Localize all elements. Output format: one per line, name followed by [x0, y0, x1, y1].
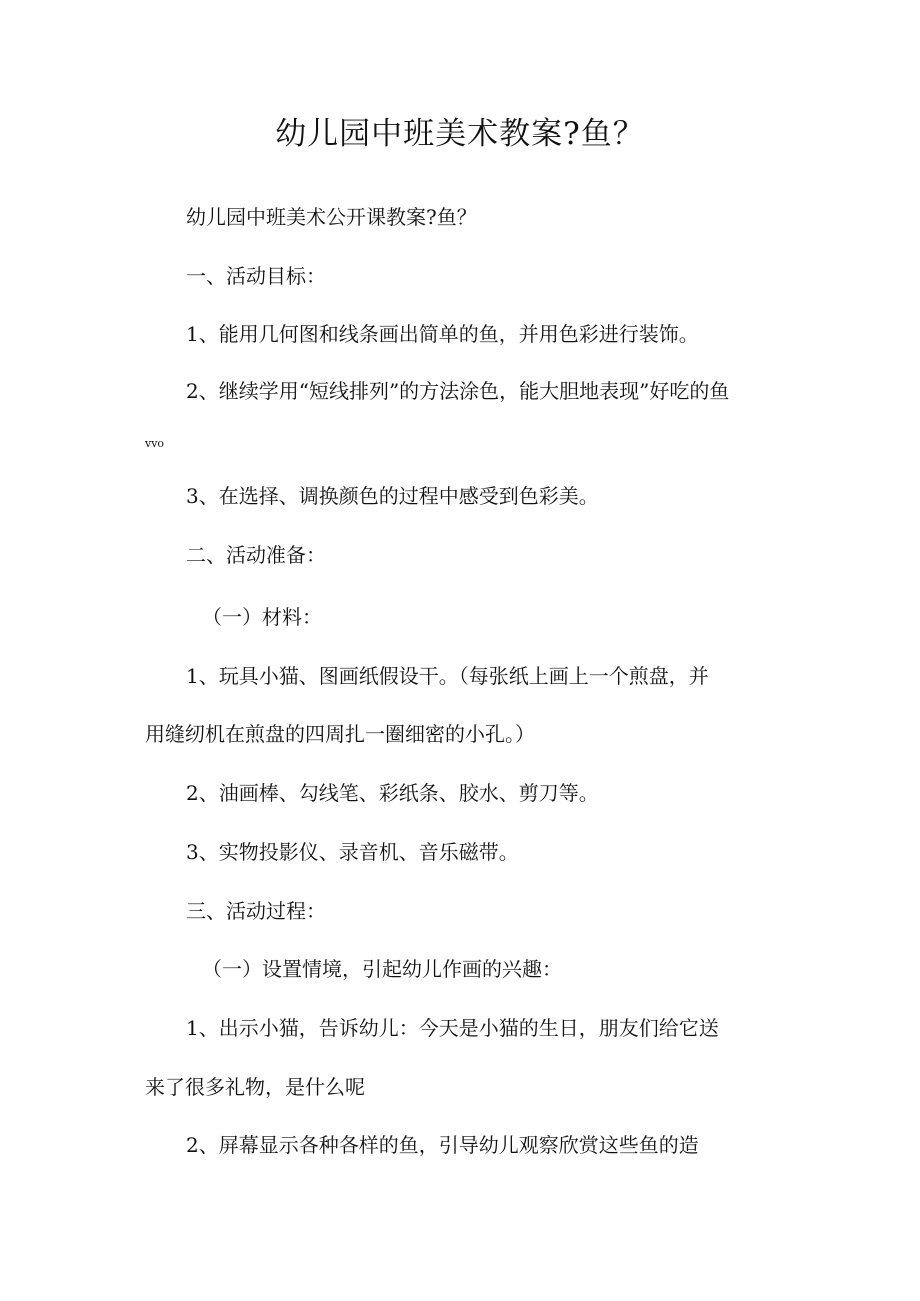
- section-heading-preparation: 二、活动准备：: [186, 543, 326, 567]
- material-item-1: 1、玩具小猫、图画纸假设干。（每张纸上画上一个煎盘，并: [186, 664, 709, 688]
- subsection-heading-materials: （一）材料：: [202, 605, 322, 629]
- material-item-3: 3、实物投影仪、录音机、音乐磁带。: [186, 840, 519, 864]
- material-item-2: 2、油画棒、勾线笔、彩纸条、胶水、剪刀等。: [186, 781, 599, 805]
- goal-item-3: 3、在选择、调换颜色的过程中感受到色彩美。: [186, 484, 599, 508]
- goal-item-2-continuation: vvo: [145, 437, 165, 450]
- process-item-1: 1、出示小猫，告诉幼儿：今天是小猫的生日，朋友们给它送: [186, 1016, 719, 1040]
- goal-item-1: 1、能用几何图和线条画出简单的鱼，并用色彩进行装饰。: [186, 322, 699, 346]
- process-item-1-continuation: 来了很多礼物，是什么呢: [145, 1075, 365, 1099]
- goal-item-2: 2、继续学用“短线排列”的方法涂色，能大胆地表现”好吃的鱼: [186, 379, 730, 403]
- subtitle-line: 幼儿园中班美术公开课教案?鱼？: [186, 205, 477, 229]
- subsection-heading-scenario: （一）设置情境，引起幼儿作画的兴趣：: [202, 957, 562, 981]
- process-item-2: 2、屏幕显示各种各样的鱼，引导幼儿观察欣赏这些鱼的造: [186, 1133, 699, 1157]
- material-item-1-continuation: 用缝纫机在煎盘的四周扎一圈细密的小孔。）: [145, 722, 535, 746]
- page-title: 幼儿园中班美术教案?鱼？: [275, 116, 645, 152]
- section-heading-process: 三、活动过程：: [186, 899, 326, 923]
- section-heading-goals: 一、活动目标：: [186, 264, 326, 288]
